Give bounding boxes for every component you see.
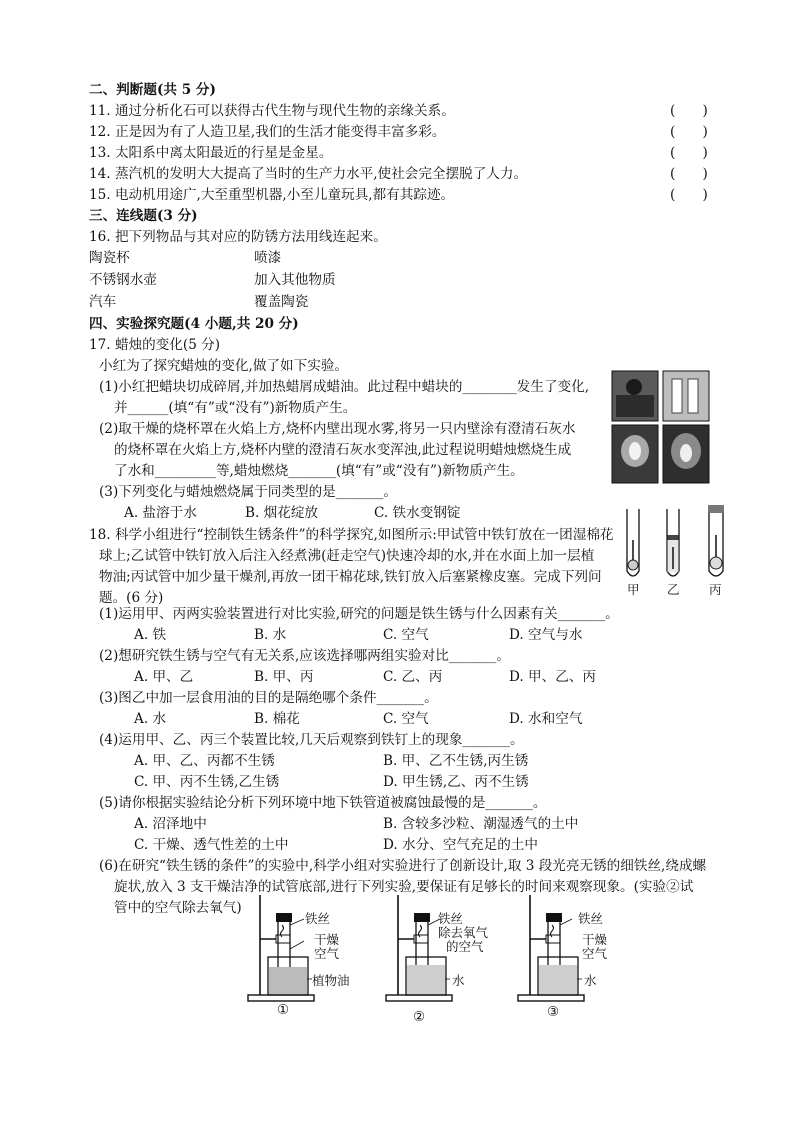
q14-text: 14. 蒸汽机的发明大大提高了当时的生产力水平,使社会完全摆脱了人力。 bbox=[89, 166, 528, 182]
q18-sub2-opt-a[interactable]: A. 甲、乙 bbox=[134, 669, 194, 685]
q17-part1-line2: 并______(填“有”或“没有”)新物质产生。 bbox=[114, 400, 357, 416]
q16-left-item-1[interactable]: 陶瓷杯 bbox=[89, 250, 130, 266]
app3-label-dry: 干燥 bbox=[582, 932, 608, 947]
q18-sub4-opt-c[interactable]: C. 甲、丙不生锈,乙生锈 bbox=[134, 774, 280, 790]
app3-label-wire: 铁丝 bbox=[578, 911, 604, 926]
q18-sub3: (3)图乙中加一层食用油的目的是隔绝哪个条件_______。 bbox=[99, 690, 438, 706]
app1-label-oil: 植物油 bbox=[312, 973, 350, 988]
q18-sub1: (1)运用甲、丙两实验装置进行对比实验,研究的问题是铁生锈与什么因素有关_______。 bbox=[99, 606, 619, 622]
q17-part2-line1: (2)取干燥的烧杯罩在火焰上方,烧杯内壁出现水雾,将另一只内壁涂有澄清石灰水 bbox=[99, 421, 576, 437]
app2-label-water: 水 bbox=[452, 973, 465, 988]
q13-answer-paren[interactable]: ( ) bbox=[670, 145, 708, 161]
q18-sub3-opt-d[interactable]: D. 水和空气 bbox=[509, 711, 583, 727]
q18-sub3-opt-b[interactable]: B. 棉花 bbox=[254, 711, 300, 727]
q18-line3: 物油;丙试管中加少量干燥剂,再放一团干棉花球,铁钉放入后塞紧橡皮塞。完成下列问 bbox=[99, 569, 602, 585]
q18-sub2-opt-d[interactable]: D. 甲、乙、丙 bbox=[509, 669, 597, 685]
q18-line1: 18. 科学小组进行“控制铁生锈条件”的科学探究,如图所示:甲试管中铁钉放在一团湿棉花 bbox=[89, 527, 614, 543]
app2-label-wire: 铁丝 bbox=[438, 911, 464, 926]
tube-jia bbox=[627, 509, 639, 576]
q17-part3: (3)下列变化与蜡烛燃烧属于同类型的是_______。 bbox=[99, 484, 397, 500]
tube-label-yi: 乙 bbox=[667, 582, 680, 597]
q18-sub5-opt-a[interactable]: A. 沼泽地中 bbox=[134, 816, 207, 832]
q16-left-item-3[interactable]: 汽车 bbox=[89, 294, 117, 310]
q18-sub5-opt-b[interactable]: B. 含较多沙粒、潮湿透气的土中 bbox=[383, 816, 579, 832]
q14-answer-paren[interactable]: ( ) bbox=[670, 166, 708, 182]
q17-part1-line1: (1)小红把蜡块切成碎屑,并加热蜡屑成蜡油。此过程中蜡块的________发生了变化, bbox=[99, 379, 590, 395]
app2-label-air: 的空气 bbox=[446, 939, 484, 954]
q16-left-item-2[interactable]: 不锈钢水壶 bbox=[89, 272, 157, 288]
q17-option-c[interactable]: C. 铁水变钢锭 bbox=[374, 505, 461, 521]
q15-text: 15. 电动机用途广,大至重型机器,小至儿童玩具,都有其踪迹。 bbox=[89, 187, 455, 203]
q18-sub2-opt-c[interactable]: C. 乙、丙 bbox=[383, 669, 443, 685]
q18-line2: 球上;乙试管中铁钉放入后注入经煮沸(赶走空气)快速冷却的水,并在水面上加一层植 bbox=[99, 548, 595, 564]
q13-text: 13. 太阳系中离太阳最近的行星是金星。 bbox=[89, 145, 333, 161]
q16-right-item-1[interactable]: 喷漆 bbox=[254, 250, 282, 266]
app2-label-deoxy: 除去氧气 bbox=[438, 925, 489, 940]
q18-sub1-opt-c[interactable]: C. 空气 bbox=[383, 627, 429, 643]
app1-label-dry: 干燥 bbox=[314, 932, 340, 947]
q17-intro: 小红为了探究蜡烛的变化,做了如下实验。 bbox=[99, 358, 349, 374]
q18-sub6-line3: 管中的空气除去氧气) bbox=[114, 900, 242, 916]
q18-sub5-opt-c[interactable]: C. 干燥、透气性差的土中 bbox=[134, 837, 289, 853]
q18-sub1-opt-d[interactable]: D. 空气与水 bbox=[509, 627, 583, 643]
q18-sub4-opt-d[interactable]: D. 甲生锈,乙、丙不生锈 bbox=[383, 774, 529, 790]
q17-experiment-photos bbox=[612, 371, 710, 489]
q17-option-b[interactable]: B. 烟花绽放 bbox=[245, 505, 319, 521]
app3-label-air: 空气 bbox=[582, 946, 608, 961]
q18-sub2-opt-b[interactable]: B. 甲、丙 bbox=[254, 669, 314, 685]
section-2-title: 二、判断题(共 5 分) bbox=[89, 82, 216, 98]
q18-sub4-opt-b[interactable]: B. 甲、乙不生锈,丙生锈 bbox=[383, 753, 529, 769]
q18-sub1-opt-b[interactable]: B. 水 bbox=[254, 627, 287, 643]
app1-label-wire: 铁丝 bbox=[305, 911, 331, 926]
tube-label-bing: 丙 bbox=[709, 582, 722, 597]
q12-text: 12. 正是因为有了人造卫星,我们的生活才能变得丰富多彩。 bbox=[89, 124, 446, 140]
q18-sub6-line1: (6)在研究“铁生锈的条件”的实验中,科学小组对实验进行了创新设计,取 3 段光亮无锈的细铁丝,绕成螺 bbox=[99, 858, 707, 874]
q12-answer-paren[interactable]: ( ) bbox=[670, 124, 708, 140]
tube-bing bbox=[708, 505, 724, 576]
app3-number: ③ bbox=[547, 1004, 560, 1020]
app2-number: ② bbox=[413, 1009, 426, 1025]
q18-sub3-opt-a[interactable]: A. 水 bbox=[134, 711, 167, 727]
app1-number: ① bbox=[277, 1002, 290, 1018]
q17-title: 17. 蜡烛的变化(5 分) bbox=[89, 337, 221, 353]
q18-line4: 题。(6 分) bbox=[99, 590, 164, 606]
app3-label-water: 水 bbox=[584, 973, 597, 988]
q18-sub3-opt-c[interactable]: C. 空气 bbox=[383, 711, 429, 727]
q17-option-a[interactable]: A. 盐溶于水 bbox=[124, 505, 197, 521]
q18-sub5-opt-d[interactable]: D. 水分、空气充足的土中 bbox=[383, 837, 538, 853]
q18-sub6-line2: 旋状,放入 3 支干燥洁净的试管底部,进行下列实验,要保证有足够长的时间来观察现象。(实验②试 bbox=[114, 879, 694, 895]
q18-sub4: (4)运用甲、乙、丙三个装置比较,几天后观察到铁钉上的现象_______。 bbox=[99, 732, 524, 748]
tube-label-jia: 甲 bbox=[627, 582, 640, 597]
q11-answer-paren[interactable]: ( ) bbox=[670, 103, 708, 119]
q16-text: 16. 把下列物品与其对应的防锈方法用线连起来。 bbox=[89, 229, 387, 245]
q18-test-tubes bbox=[621, 505, 737, 585]
q18-sub4-opt-a[interactable]: A. 甲、乙、丙都不生锈 bbox=[134, 753, 275, 769]
tube-yi bbox=[667, 509, 679, 576]
q16-right-item-3[interactable]: 覆盖陶瓷 bbox=[254, 294, 309, 310]
q18-sub1-opt-a[interactable]: A. 铁 bbox=[134, 627, 167, 643]
app1-label-air: 空气 bbox=[314, 946, 340, 961]
q15-answer-paren[interactable]: ( ) bbox=[670, 187, 708, 203]
q18-sub5: (5)请你根据实验结论分析下列环境中地下铁管道被腐蚀最慢的是_______。 bbox=[99, 795, 547, 811]
q18-sub2: (2)想研究铁生锈与空气有无关系,应该选择哪两组实验对比_______。 bbox=[99, 648, 510, 664]
q11-text: 11. 通过分析化石可以获得古代生物与现代生物的亲缘关系。 bbox=[89, 103, 455, 119]
section-4-title: 四、实验探究题(4 小题,共 20 分) bbox=[89, 316, 299, 332]
q17-part2-line2: 的烧杯罩在火焰上方,烧杯内壁的澄清石灰水变浑浊,此过程说明蜡烛燃烧生成 bbox=[114, 442, 572, 458]
section-3-title: 三、连线题(3 分) bbox=[89, 208, 198, 224]
q16-right-item-2[interactable]: 加入其他物质 bbox=[254, 272, 336, 288]
apparatus-3 bbox=[518, 895, 584, 1001]
q17-part2-line3: 了水和_________等,蜡烛燃烧_______(填“有”或“没有”)新物质产生。 bbox=[114, 463, 524, 479]
